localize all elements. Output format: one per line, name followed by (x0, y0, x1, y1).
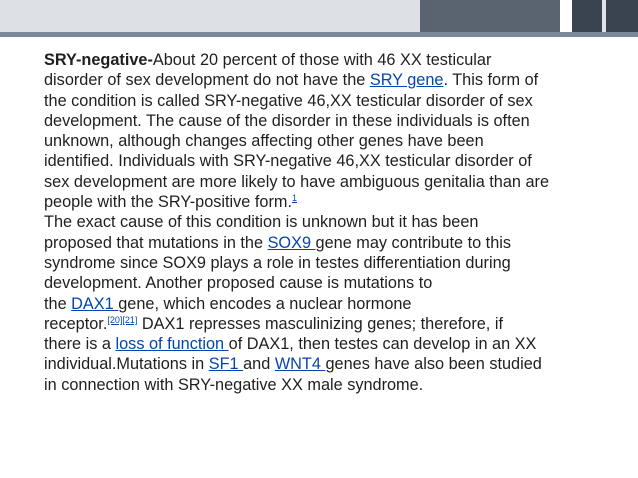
text-line: identified. Individuals with SRY-negative 46,XX testicular disorder of (44, 152, 532, 171)
header-rule (0, 32, 638, 37)
text-line (44, 334, 604, 354)
reference-link-1[interactable]: 1 (291, 193, 297, 204)
text: gene, which encodes a nuclear hormone (118, 294, 412, 313)
text: About 20 percent of those with 46 XX testicular (152, 51, 492, 69)
reference-link-21[interactable]: [21] (122, 314, 138, 325)
text-line: unknown, although changes affecting other genes have been (44, 132, 484, 151)
text: DAX1 represses masculinizing genes; therefore, if (137, 314, 503, 333)
text-line (44, 354, 604, 374)
header-segment-light (0, 0, 420, 32)
header-segment-stripe (602, 0, 606, 32)
link-sox9[interactable]: SOX9 (267, 233, 316, 252)
text: genes have also been studied (325, 355, 542, 374)
text: there is a (44, 335, 116, 354)
header-segment-mid (420, 0, 560, 32)
text: . This form of (443, 71, 539, 90)
text: gene may contribute to this (315, 233, 512, 252)
reference-link-20[interactable]: [20] (107, 314, 123, 325)
text: people with the SRY-positive form. (44, 193, 292, 212)
link-wnt4[interactable]: WNT4 (274, 355, 326, 374)
text-line: in connection with SRY-negative XX male syndrome. (44, 375, 424, 394)
text-line: sex development are more likely to have ambiguous genitalia than are (44, 172, 550, 191)
link-dax1[interactable]: DAX1 (71, 294, 119, 313)
text: receptor. (44, 314, 108, 333)
text-line: the condition is called SRY-negative 46,XX testicular disorder of sex (44, 91, 533, 110)
text: individual.Mutations in (44, 355, 209, 374)
text: proposed that mutations in the (44, 233, 268, 252)
link-sry-gene[interactable]: SRY gene (369, 71, 444, 90)
text-line (44, 50, 604, 70)
text: disorder of sex development do not have the (44, 71, 370, 90)
header-segment-gap (560, 0, 572, 32)
paragraph-cause (44, 212, 604, 395)
text-line (44, 233, 604, 253)
text-line: The exact cause of this condition is unknown but it has been (44, 213, 479, 232)
text-line: development. The cause of the disorder in these individuals is often (44, 111, 530, 130)
text-line (44, 294, 604, 314)
text: the (44, 294, 72, 313)
slide-body (44, 50, 604, 395)
text-line: syndrome since SOX9 plays a role in testes differentiation during (44, 253, 511, 272)
paragraph-sry-negative (44, 50, 604, 212)
text-line (44, 192, 604, 212)
slide-header-bar (0, 0, 638, 32)
text-line (44, 314, 604, 334)
text-line (44, 70, 604, 90)
link-sf1[interactable]: SF1 (208, 355, 244, 374)
link-loss-of-function[interactable]: loss of function (115, 335, 229, 354)
bold-lead: SRY-negative- (44, 51, 153, 69)
text: and (243, 355, 275, 374)
text-line: development. Another proposed cause is mutations to (44, 274, 433, 293)
text: of DAX1, then testes can develop in an XX (228, 335, 537, 354)
